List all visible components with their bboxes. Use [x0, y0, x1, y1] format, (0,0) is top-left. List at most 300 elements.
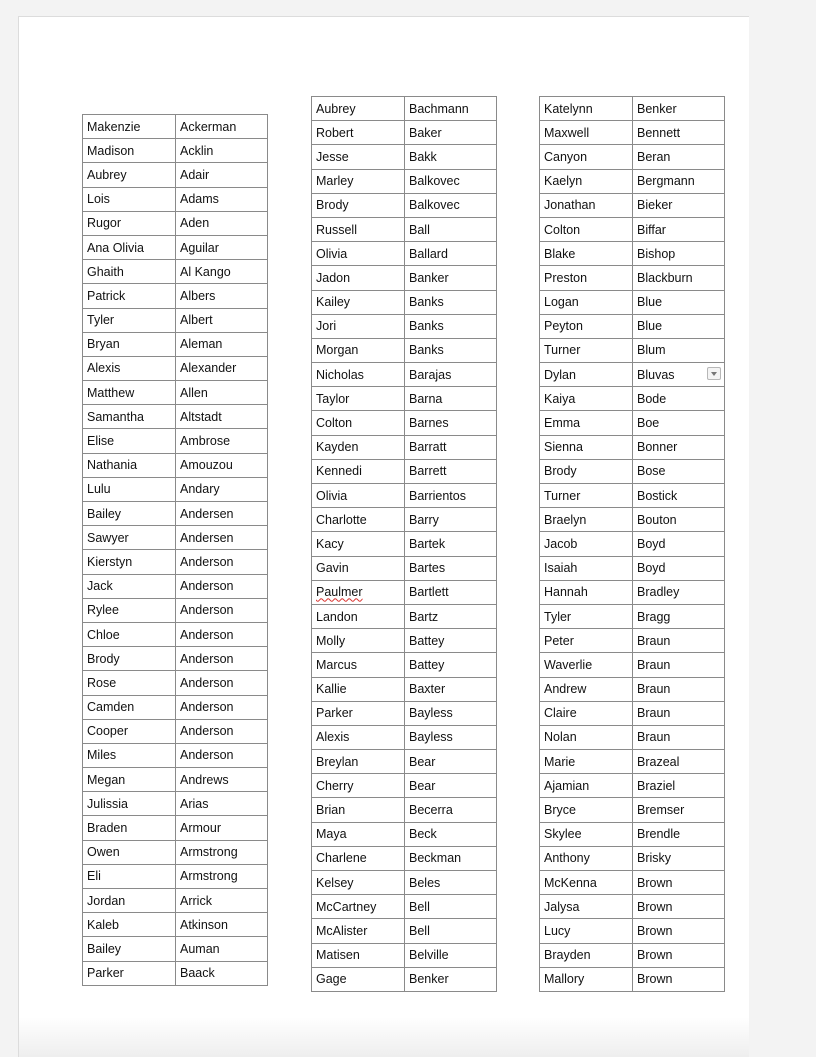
first-name-cell[interactable] [312, 653, 405, 677]
first-name-cell[interactable] [83, 889, 176, 913]
first-name-cell[interactable] [312, 604, 405, 628]
first-name-cell[interactable] [540, 193, 633, 217]
first-name-cell[interactable] [83, 477, 176, 501]
first-name-cell[interactable] [83, 647, 176, 671]
last-name-cell[interactable] [176, 115, 268, 139]
last-name-cell[interactable] [176, 864, 268, 888]
last-name-text: Anderson [180, 700, 234, 715]
last-name-cell[interactable] [405, 387, 497, 411]
table-row [312, 871, 497, 895]
last-name-cell[interactable] [405, 145, 497, 169]
last-name-cell[interactable] [405, 556, 497, 580]
first-name-text: Tyler [544, 609, 572, 624]
last-name-cell[interactable] [633, 846, 725, 870]
last-name-cell[interactable] [176, 405, 268, 429]
first-name-cell[interactable] [312, 774, 405, 798]
first-name-cell[interactable] [312, 169, 405, 193]
table-row [312, 919, 497, 943]
last-name-cell[interactable] [633, 387, 725, 411]
first-name-cell[interactable] [312, 242, 405, 266]
last-name-cell[interactable] [633, 604, 725, 628]
first-name-cell[interactable] [83, 792, 176, 816]
last-name-cell[interactable] [633, 217, 725, 241]
first-name-text: Lois [87, 192, 110, 207]
table-row [312, 484, 497, 508]
last-name-cell[interactable] [633, 484, 725, 508]
table-row [540, 822, 725, 846]
first-name-cell[interactable] [540, 556, 633, 580]
last-name-cell[interactable] [405, 290, 497, 314]
first-name-cell[interactable] [540, 411, 633, 435]
first-name-text: Robert [316, 125, 354, 140]
last-name-text: Arias [180, 796, 209, 811]
last-name-cell[interactable] [633, 290, 725, 314]
last-name-cell[interactable] [633, 725, 725, 749]
first-name-cell[interactable] [540, 338, 633, 362]
last-name-cell[interactable] [176, 840, 268, 864]
first-name-cell[interactable] [540, 943, 633, 967]
first-name-cell[interactable] [83, 937, 176, 961]
last-name-cell[interactable] [176, 743, 268, 767]
first-name-cell[interactable] [83, 961, 176, 985]
first-name-cell[interactable] [83, 816, 176, 840]
first-name-cell[interactable] [83, 115, 176, 139]
last-name-text: Banker [409, 270, 449, 285]
first-name-text: Peter [544, 633, 574, 648]
last-name-cell[interactable] [176, 937, 268, 961]
first-name-cell[interactable] [312, 822, 405, 846]
last-name-cell[interactable] [633, 363, 725, 387]
first-name-cell[interactable] [83, 913, 176, 937]
last-name-cell[interactable] [176, 477, 268, 501]
first-name-cell[interactable] [540, 871, 633, 895]
first-name-text: Nathania [87, 458, 138, 473]
first-name-cell[interactable] [83, 163, 176, 187]
last-name-cell[interactable] [633, 97, 725, 121]
last-name-cell[interactable] [405, 242, 497, 266]
table-row [312, 387, 497, 411]
last-name-cell[interactable] [405, 363, 497, 387]
first-name-cell[interactable] [540, 774, 633, 798]
page-bottom-shadow [19, 1017, 749, 1057]
last-name-cell[interactable] [405, 967, 497, 991]
first-name-text: Olivia [316, 246, 348, 261]
last-name-text: Balkovec [409, 198, 460, 213]
last-name-text: Benker [637, 101, 677, 116]
table-row [312, 943, 497, 967]
last-name-text: Bell [409, 899, 430, 914]
last-name-text: Brisky [637, 851, 672, 866]
first-name-text: Tyler [87, 313, 115, 328]
first-name-cell[interactable] [540, 846, 633, 870]
first-name-cell[interactable] [540, 653, 633, 677]
first-name-cell[interactable] [312, 363, 405, 387]
last-name-cell[interactable] [176, 671, 268, 695]
name-table-3 [539, 96, 725, 992]
table-row [83, 647, 268, 671]
first-name-text: Mallory [544, 972, 585, 987]
last-name-cell[interactable] [633, 121, 725, 145]
last-name-cell[interactable] [176, 332, 268, 356]
first-name-cell[interactable] [312, 629, 405, 653]
table-row [83, 695, 268, 719]
table-row [83, 671, 268, 695]
first-name-cell[interactable] [312, 193, 405, 217]
last-name-cell[interactable] [405, 484, 497, 508]
table-row [83, 550, 268, 574]
last-name-cell[interactable] [633, 266, 725, 290]
table-row [540, 193, 725, 217]
last-name-cell[interactable] [405, 895, 497, 919]
dropdown-arrow-icon[interactable] [707, 367, 721, 380]
first-name-cell[interactable] [83, 695, 176, 719]
last-name-cell[interactable] [633, 919, 725, 943]
first-name-cell[interactable] [540, 387, 633, 411]
first-name-cell[interactable] [83, 743, 176, 767]
first-name-cell[interactable] [540, 822, 633, 846]
first-name-cell[interactable] [540, 895, 633, 919]
first-name-cell[interactable] [540, 580, 633, 604]
table-row [312, 604, 497, 628]
first-name-cell[interactable] [83, 260, 176, 284]
first-name-cell[interactable] [540, 459, 633, 483]
last-name-cell[interactable] [176, 163, 268, 187]
first-name-cell[interactable] [312, 314, 405, 338]
last-name-cell[interactable] [176, 889, 268, 913]
first-name-cell[interactable] [540, 604, 633, 628]
last-name-cell[interactable] [405, 580, 497, 604]
table-row [540, 919, 725, 943]
first-name-cell[interactable] [312, 532, 405, 556]
table-row [83, 235, 268, 259]
last-name-text: Adair [180, 167, 210, 182]
first-name-cell[interactable] [540, 750, 633, 774]
last-name-cell[interactable] [176, 792, 268, 816]
last-name-cell[interactable] [176, 187, 268, 211]
last-name-cell[interactable] [405, 871, 497, 895]
last-name-cell[interactable] [633, 629, 725, 653]
first-name-cell[interactable] [540, 725, 633, 749]
last-name-cell[interactable] [176, 453, 268, 477]
first-name-cell[interactable] [312, 121, 405, 145]
last-name-cell[interactable] [405, 677, 497, 701]
last-name-cell[interactable] [633, 169, 725, 193]
last-name-cell[interactable] [405, 121, 497, 145]
first-name-cell[interactable] [83, 187, 176, 211]
table-row [83, 453, 268, 477]
first-name-text: Colton [316, 416, 353, 431]
name-table-2 [311, 96, 497, 992]
first-name-cell[interactable] [312, 750, 405, 774]
first-name-cell[interactable] [83, 502, 176, 526]
first-name-text: Rylee [87, 603, 119, 618]
last-name-cell[interactable] [405, 193, 497, 217]
first-name-cell[interactable] [540, 266, 633, 290]
first-name-cell[interactable] [540, 798, 633, 822]
table-row [312, 338, 497, 362]
last-name-cell[interactable] [633, 314, 725, 338]
last-name-cell[interactable] [633, 798, 725, 822]
last-name-cell[interactable] [176, 308, 268, 332]
last-name-cell[interactable] [405, 653, 497, 677]
first-name-text: Olivia [316, 488, 348, 503]
first-name-cell[interactable] [312, 871, 405, 895]
first-name-cell[interactable] [312, 97, 405, 121]
last-name-cell[interactable] [633, 508, 725, 532]
first-name-cell[interactable] [540, 121, 633, 145]
first-name-cell[interactable] [312, 484, 405, 508]
table-row [312, 290, 497, 314]
first-name-cell[interactable] [312, 266, 405, 290]
last-name-cell[interactable] [176, 235, 268, 259]
first-name-cell[interactable] [312, 459, 405, 483]
last-name-cell[interactable] [176, 598, 268, 622]
last-name-cell[interactable] [633, 556, 725, 580]
last-name-text: Bear [409, 754, 436, 769]
first-name-text: Colton [544, 222, 581, 237]
first-name-cell[interactable] [83, 308, 176, 332]
first-name-cell[interactable] [312, 387, 405, 411]
last-name-cell[interactable] [405, 750, 497, 774]
first-name-cell[interactable] [312, 217, 405, 241]
table-row [540, 774, 725, 798]
first-name-text: Bailey [87, 506, 122, 521]
table-row [540, 338, 725, 362]
first-name-cell[interactable] [540, 484, 633, 508]
first-name-cell[interactable] [540, 97, 633, 121]
first-name-cell[interactable] [312, 435, 405, 459]
last-name-text: Bostick [637, 488, 678, 503]
last-name-cell[interactable] [176, 913, 268, 937]
last-name-cell[interactable] [405, 943, 497, 967]
table-row [83, 115, 268, 139]
table-row [312, 121, 497, 145]
last-name-cell[interactable] [405, 701, 497, 725]
last-name-cell[interactable] [405, 604, 497, 628]
table-row [540, 508, 725, 532]
last-name-cell[interactable] [405, 629, 497, 653]
table-row [83, 961, 268, 985]
last-name-cell[interactable] [633, 774, 725, 798]
first-name-cell[interactable] [312, 846, 405, 870]
first-name-text: Brody [316, 198, 349, 213]
first-name-cell[interactable] [83, 235, 176, 259]
last-name-cell[interactable] [176, 647, 268, 671]
last-name-cell[interactable] [176, 381, 268, 405]
last-name-cell[interactable] [633, 967, 725, 991]
first-name-cell[interactable] [83, 598, 176, 622]
last-name-cell[interactable] [405, 314, 497, 338]
first-name-cell[interactable] [540, 919, 633, 943]
first-name-cell[interactable] [83, 139, 176, 163]
table-row [83, 332, 268, 356]
first-name-cell[interactable] [312, 967, 405, 991]
last-name-cell[interactable] [633, 895, 725, 919]
last-name-cell[interactable] [633, 242, 725, 266]
last-name-cell[interactable] [405, 846, 497, 870]
last-name-text: Acklin [180, 143, 214, 158]
first-name-cell[interactable] [83, 840, 176, 864]
first-name-cell[interactable] [540, 701, 633, 725]
last-name-cell[interactable] [405, 919, 497, 943]
last-name-cell[interactable] [405, 411, 497, 435]
first-name-cell[interactable] [83, 429, 176, 453]
first-name-cell[interactable] [540, 435, 633, 459]
first-name-text: Brayden [544, 948, 591, 963]
last-name-cell[interactable] [176, 816, 268, 840]
last-name-cell[interactable] [176, 961, 268, 985]
last-name-cell[interactable] [633, 653, 725, 677]
last-name-cell[interactable] [633, 145, 725, 169]
last-name-cell[interactable] [633, 435, 725, 459]
first-name-cell[interactable] [540, 145, 633, 169]
first-name-cell[interactable] [83, 332, 176, 356]
last-name-cell[interactable] [176, 622, 268, 646]
last-name-cell[interactable] [176, 260, 268, 284]
first-name-cell[interactable] [540, 290, 633, 314]
first-name-cell[interactable] [540, 363, 633, 387]
last-name-cell[interactable] [405, 822, 497, 846]
last-name-cell[interactable] [176, 550, 268, 574]
last-name-cell[interactable] [405, 459, 497, 483]
last-name-cell[interactable] [405, 169, 497, 193]
first-name-cell[interactable] [83, 719, 176, 743]
last-name-cell[interactable] [405, 725, 497, 749]
last-name-text: Brown [637, 899, 673, 914]
last-name-cell[interactable] [405, 508, 497, 532]
first-name-text: Nolan [544, 730, 577, 745]
last-name-cell[interactable] [176, 695, 268, 719]
first-name-cell[interactable] [83, 356, 176, 380]
first-name-cell[interactable] [83, 864, 176, 888]
first-name-cell[interactable] [83, 381, 176, 405]
last-name-cell[interactable] [176, 768, 268, 792]
last-name-cell[interactable] [633, 411, 725, 435]
last-name-cell[interactable] [176, 574, 268, 598]
first-name-cell[interactable] [312, 556, 405, 580]
table-row [312, 556, 497, 580]
last-name-cell[interactable] [633, 943, 725, 967]
table-row [83, 937, 268, 961]
first-name-text: Alexis [316, 730, 350, 745]
first-name-cell[interactable] [312, 411, 405, 435]
first-name-text: Aubrey [87, 167, 127, 182]
last-name-text: Brown [637, 875, 673, 890]
table-row [312, 242, 497, 266]
last-name-cell[interactable] [176, 284, 268, 308]
first-name-cell[interactable] [540, 242, 633, 266]
first-name-cell[interactable] [312, 798, 405, 822]
last-name-cell[interactable] [633, 338, 725, 362]
first-name-cell[interactable] [540, 967, 633, 991]
first-name-cell[interactable] [312, 725, 405, 749]
table-row [312, 459, 497, 483]
last-name-cell[interactable] [633, 750, 725, 774]
first-name-cell[interactable] [540, 629, 633, 653]
last-name-cell[interactable] [176, 139, 268, 163]
first-name-cell[interactable] [83, 574, 176, 598]
last-name-cell[interactable] [176, 526, 268, 550]
last-name-text: Bartz [409, 609, 439, 624]
first-name-cell[interactable] [312, 290, 405, 314]
table-row [83, 743, 268, 767]
first-name-cell[interactable] [83, 768, 176, 792]
first-name-cell[interactable] [540, 169, 633, 193]
table-row [540, 459, 725, 483]
first-name-cell[interactable] [83, 671, 176, 695]
first-name-text: Braden [87, 821, 128, 836]
last-name-cell[interactable] [633, 459, 725, 483]
first-name-cell[interactable] [312, 895, 405, 919]
last-name-text: Banks [409, 295, 444, 310]
last-name-cell[interactable] [633, 677, 725, 701]
first-name-cell[interactable] [312, 943, 405, 967]
first-name-text: Brody [87, 651, 120, 666]
last-name-cell[interactable] [405, 435, 497, 459]
last-name-cell[interactable] [176, 211, 268, 235]
last-name-cell[interactable] [633, 871, 725, 895]
first-name-cell[interactable] [312, 508, 405, 532]
first-name-cell[interactable] [83, 453, 176, 477]
last-name-text: Brazeal [637, 754, 680, 769]
last-name-cell[interactable] [633, 532, 725, 556]
first-name-cell[interactable] [540, 677, 633, 701]
last-name-cell[interactable] [405, 266, 497, 290]
first-name-cell[interactable] [83, 550, 176, 574]
first-name-text: Camden [87, 700, 135, 715]
first-name-cell[interactable] [312, 701, 405, 725]
last-name-cell[interactable] [405, 217, 497, 241]
first-name-text: Gage [316, 972, 347, 987]
first-name-text: Turner [544, 488, 581, 503]
first-name-text: Claire [544, 706, 577, 721]
last-name-cell[interactable] [176, 356, 268, 380]
first-name-cell[interactable] [540, 508, 633, 532]
last-name-cell[interactable] [633, 701, 725, 725]
last-name-cell[interactable] [176, 502, 268, 526]
last-name-cell[interactable] [176, 429, 268, 453]
first-name-cell[interactable] [83, 405, 176, 429]
table-row [83, 816, 268, 840]
last-name-cell[interactable] [633, 580, 725, 604]
last-name-cell[interactable] [405, 338, 497, 362]
table-row [540, 895, 725, 919]
last-name-cell[interactable] [405, 532, 497, 556]
first-name-cell[interactable] [83, 211, 176, 235]
first-name-cell[interactable] [312, 919, 405, 943]
last-name-text: Andersen [180, 530, 234, 545]
first-name-cell[interactable] [312, 145, 405, 169]
table-row [312, 798, 497, 822]
first-name-cell[interactable] [540, 314, 633, 338]
last-name-cell[interactable] [176, 719, 268, 743]
last-name-cell[interactable] [405, 774, 497, 798]
first-name-cell[interactable] [312, 580, 405, 604]
first-name-cell[interactable] [312, 677, 405, 701]
last-name-cell[interactable] [633, 822, 725, 846]
table-row [83, 792, 268, 816]
last-name-cell[interactable] [405, 97, 497, 121]
first-name-cell[interactable] [540, 532, 633, 556]
first-name-cell[interactable] [83, 526, 176, 550]
first-name-text: Kelsey [316, 875, 354, 890]
last-name-cell[interactable] [405, 798, 497, 822]
first-name-cell[interactable] [83, 622, 176, 646]
first-name-cell[interactable] [540, 217, 633, 241]
last-name-cell[interactable] [633, 193, 725, 217]
first-name-cell[interactable] [83, 284, 176, 308]
first-name-cell[interactable] [312, 338, 405, 362]
